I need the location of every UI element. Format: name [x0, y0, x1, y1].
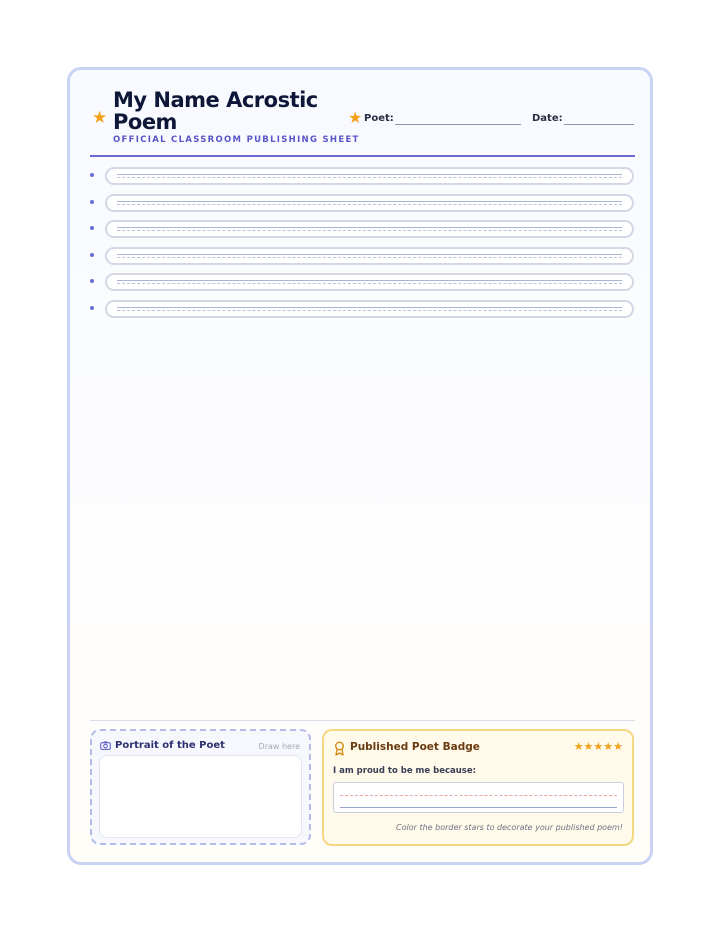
poem-line-field[interactable] — [105, 273, 634, 291]
poem-line — [90, 247, 635, 265]
bullet-icon — [90, 253, 94, 257]
drawing-area[interactable] — [99, 755, 302, 838]
proud-prompt: I am proud to be me because: — [333, 766, 477, 776]
poem-line-field[interactable] — [105, 220, 634, 238]
footer-divider — [90, 720, 635, 721]
bullet-icon — [90, 173, 94, 177]
award-ribbon-icon — [334, 741, 345, 756]
date-label: Date: — [532, 113, 563, 124]
bullet-icon — [90, 306, 94, 310]
poet-badge-panel — [322, 729, 634, 846]
poem-line — [90, 300, 635, 318]
rating-stars-icon: ★★★★★ — [573, 740, 623, 753]
date-field[interactable] — [564, 124, 634, 125]
draw-here-hint: Draw here — [258, 742, 300, 751]
poet-label: Poet: — [364, 113, 394, 124]
bullet-icon — [90, 200, 94, 204]
proud-answer-field[interactable] — [333, 782, 624, 813]
star-icon: ★ — [348, 108, 363, 127]
decorate-instruction: Color the border stars to decorate your published poem! — [396, 823, 623, 832]
poem-line-field[interactable] — [105, 300, 634, 318]
poem-line — [90, 167, 635, 185]
badge-title: Published Poet Badge — [350, 741, 480, 753]
portrait-panel — [90, 729, 311, 845]
worksheet — [67, 67, 653, 865]
bullet-icon — [90, 279, 94, 283]
poem-line-field[interactable] — [105, 167, 634, 185]
poem-line-field[interactable] — [105, 247, 634, 265]
page-title: My Name Acrostic Poem — [113, 88, 318, 134]
poet-name-field[interactable] — [395, 124, 521, 125]
bullet-icon — [90, 226, 94, 230]
star-icon: ★ — [92, 108, 108, 128]
header-divider — [90, 155, 635, 157]
poem-line — [90, 220, 635, 238]
page-subtitle: OFFICIAL CLASSROOM PUBLISHING SHEET — [113, 135, 360, 145]
poem-line — [90, 273, 635, 291]
poem-line-field[interactable] — [105, 194, 634, 212]
camera-icon — [100, 741, 111, 750]
portrait-header — [100, 740, 225, 751]
poem-line — [90, 194, 635, 212]
portrait-title: Portrait of the Poet — [115, 740, 225, 751]
